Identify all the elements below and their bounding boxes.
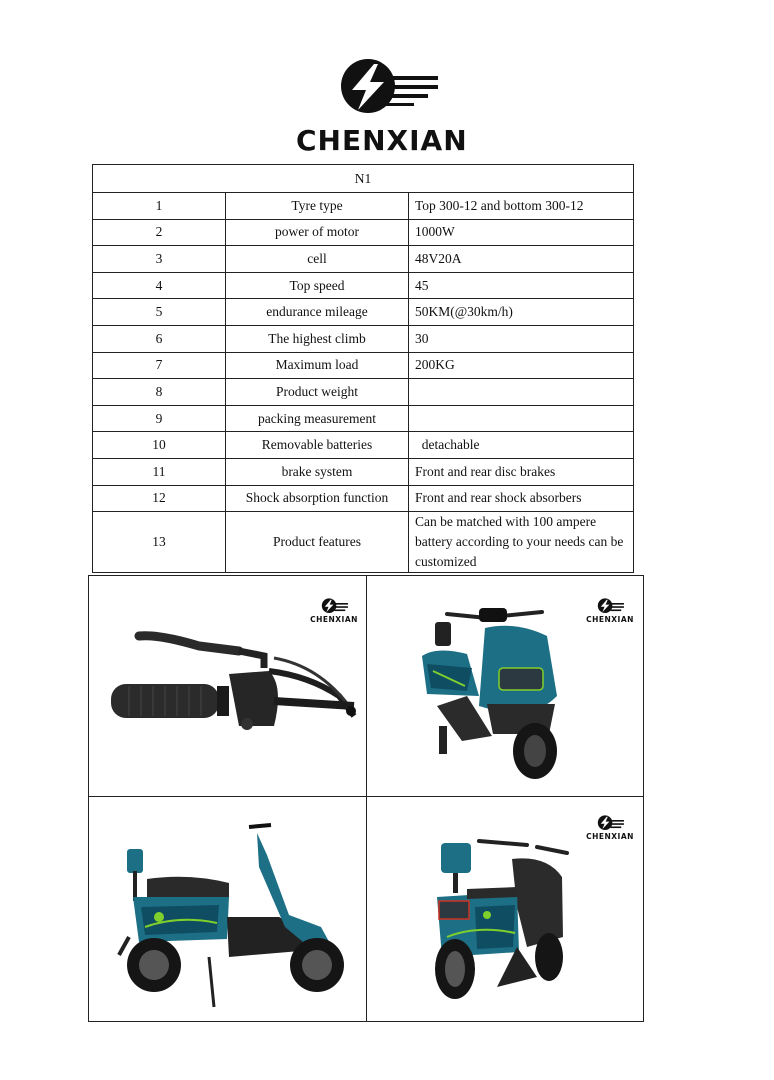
photo-front-view: [367, 576, 643, 797]
spec-value: Front and rear disc brakes: [409, 458, 634, 485]
spec-value: detachable: [409, 432, 634, 459]
spec-row: [93, 405, 634, 432]
spec-label: packing measurement: [226, 405, 409, 432]
spec-number: 10: [93, 432, 226, 459]
spec-number: 11: [93, 458, 226, 485]
spec-label: Removable batteries: [226, 432, 409, 459]
spec-number: 8: [93, 379, 226, 406]
spec-label: Maximum load: [226, 352, 409, 379]
photo-logo: [585, 598, 635, 628]
spec-value: 45: [409, 272, 634, 299]
photo-logo: [585, 815, 635, 845]
spec-table: [92, 164, 634, 573]
spec-value: 200KG: [409, 352, 634, 379]
spec-number: 12: [93, 485, 226, 512]
lightning-globe-icon: [321, 598, 349, 615]
scooter-side-view-image: [89, 797, 366, 1021]
spec-row: [93, 246, 634, 273]
spec-row: [93, 193, 634, 220]
spec-row: [93, 219, 634, 246]
spec-row: [93, 512, 634, 573]
spec-number: 1: [93, 193, 226, 220]
spec-label: Product features: [226, 512, 409, 573]
spec-title-row: [93, 165, 634, 193]
spec-number: 3: [93, 246, 226, 273]
spec-value: [409, 379, 634, 406]
photo-handlebar: [89, 576, 367, 797]
lightning-globe-icon: [597, 598, 625, 615]
spec-number: 6: [93, 325, 226, 352]
spec-row: [93, 485, 634, 512]
spec-value: Front and rear shock absorbers: [409, 485, 634, 512]
spec-label: cell: [226, 246, 409, 273]
spec-row: [93, 272, 634, 299]
photo-logo-text: CHENXIAN: [310, 615, 358, 624]
photo-logo: [309, 598, 359, 628]
spec-label: power of motor: [226, 219, 409, 246]
model-title: N1: [93, 165, 634, 193]
photo-rear-view: [367, 797, 643, 1021]
spec-value: 48V20A: [409, 246, 634, 273]
lightning-globe-icon: [597, 815, 625, 832]
spec-label: brake system: [226, 458, 409, 485]
spec-label: The highest climb: [226, 325, 409, 352]
spec-row: [93, 379, 634, 406]
brand-wordmark: CHENXIAN: [296, 124, 468, 157]
spec-number: 7: [93, 352, 226, 379]
spec-label: Product weight: [226, 379, 409, 406]
photo-side-view: [89, 797, 367, 1021]
spec-value: Can be matched with 100 ampere battery according to your needs can be customized: [409, 512, 634, 573]
spec-number: 2: [93, 219, 226, 246]
spec-label: Tyre type: [226, 193, 409, 220]
photo-logo-text: CHENXIAN: [586, 832, 634, 841]
spec-label: Top speed: [226, 272, 409, 299]
spec-value: [409, 405, 634, 432]
spec-row: [93, 299, 634, 326]
spec-number: 4: [93, 272, 226, 299]
spec-label: Shock absorption function: [226, 485, 409, 512]
lightning-globe-icon: [338, 58, 442, 120]
photo-grid: [88, 575, 644, 1022]
spec-value: 50KM(@30km/h): [409, 299, 634, 326]
spec-value: Top 300-12 and bottom 300-12: [409, 193, 634, 220]
spec-row: [93, 458, 634, 485]
spec-row: [93, 432, 634, 459]
spec-number: 13: [93, 512, 226, 573]
brand-logo: [296, 58, 468, 158]
spec-value: 1000W: [409, 219, 634, 246]
spec-row: [93, 325, 634, 352]
spec-number: 5: [93, 299, 226, 326]
spec-row: [93, 352, 634, 379]
photo-logo-text: CHENXIAN: [586, 615, 634, 624]
spec-label: endurance mileage: [226, 299, 409, 326]
spec-number: 9: [93, 405, 226, 432]
spec-value: 30: [409, 325, 634, 352]
